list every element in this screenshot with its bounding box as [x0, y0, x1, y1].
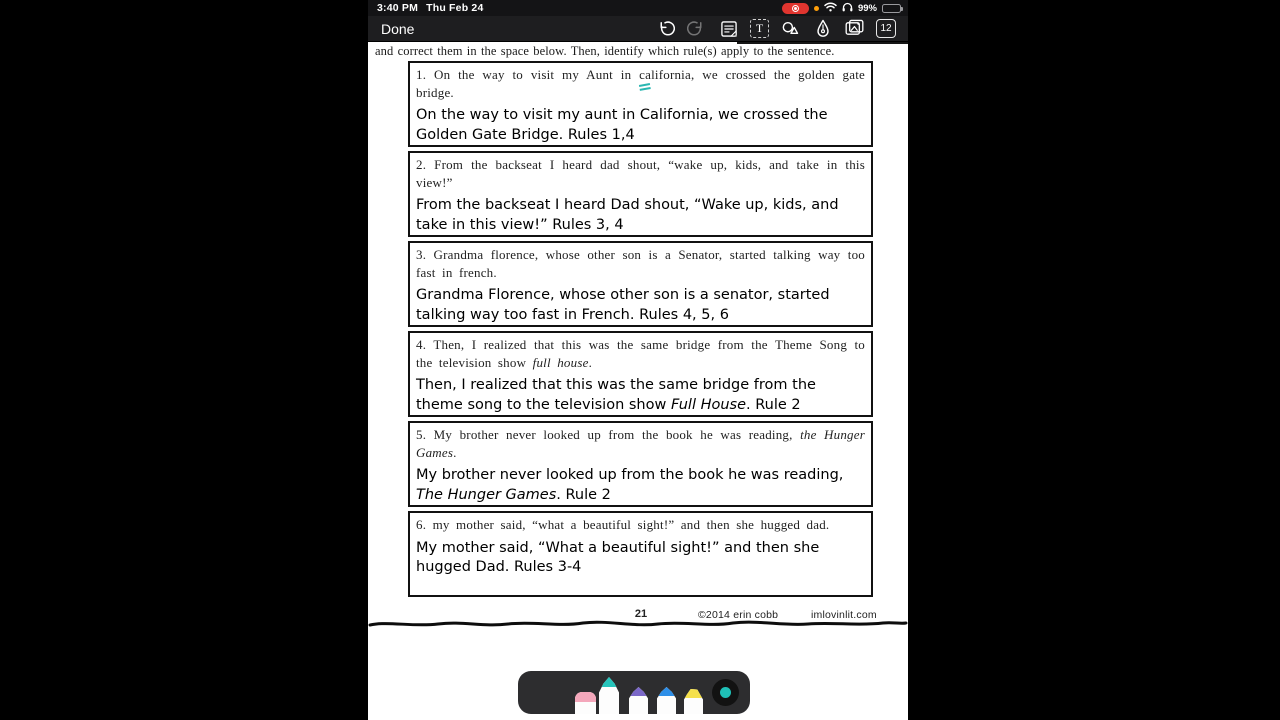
capitalize-proofreading-mark: ca — [639, 67, 652, 82]
photos-icon[interactable] — [844, 18, 865, 39]
status-date: Thu Feb 24 — [426, 2, 484, 14]
hand-drawn-divider-line — [368, 617, 908, 631]
mic-in-use-indicator-dot — [814, 6, 819, 11]
handwritten-answer: On the way to visit my aunt in California, we crossed the Golden Gate Bridge. Rules 1,4 — [416, 107, 828, 143]
worksheet-page — [368, 42, 908, 720]
blue-pen-tip — [657, 687, 676, 696]
yellow-pen-tool[interactable] — [684, 689, 703, 714]
exercise-box-4 — [408, 331, 873, 417]
teal-pen-tool-active[interactable] — [599, 677, 619, 714]
printed-sentence: 5. My brother never looked up from the book he was reading, the Hunger Games. — [416, 427, 865, 460]
blue-pen-tool[interactable] — [657, 687, 676, 714]
pen-tool-icon[interactable] — [812, 18, 833, 39]
headphones-icon — [842, 0, 853, 17]
eraser-tool[interactable] — [575, 692, 596, 714]
status-icons — [782, 0, 901, 17]
screen-recording-indicator[interactable] — [782, 3, 809, 14]
status-time: 3:40 PM — [377, 2, 419, 14]
handwritten-answer: My mother said, “What a beautiful sight!” and then she hugged Dad. Rules 3-4 — [416, 539, 820, 576]
handwritten-answer: Then, I realized that this was the same bridge from the theme song to the television show Full House. Rule 2 — [416, 377, 816, 413]
exercise-box-2 — [408, 151, 873, 237]
active-color-button[interactable] — [712, 679, 739, 706]
handwritten-answer: From the backseat I heard Dad shout, “Wake up, kids, and take in this view!” Rules 3, 4 — [416, 197, 839, 233]
yellow-pen-tip — [684, 689, 703, 698]
purple-pen-tool[interactable] — [629, 687, 648, 714]
app-window — [368, 0, 908, 720]
eraser-tip — [575, 692, 596, 702]
purple-pen-tip — [629, 687, 648, 696]
handwritten-answer: My brother never looked up from the book he was reading, The Hunger Games. Rule 2 — [416, 467, 844, 503]
shapes-tool-icon[interactable] — [780, 18, 801, 39]
copyright-text: ©2014 erin cobb — [698, 609, 779, 621]
status-bar — [368, 0, 908, 16]
instructions-text: and correct them in the space below. Then, identify which rule(s) apply to the sentence. — [375, 44, 835, 58]
done-button[interactable]: Done — [381, 20, 415, 37]
note-page-icon[interactable] — [718, 18, 739, 39]
printed-sentence: 1. On the way to visit my Aunt in california, we crossed the golden gate bridge. — [416, 67, 865, 100]
pen-tray — [518, 671, 750, 714]
website-text: imlovinlit.com — [811, 609, 877, 621]
wifi-icon — [824, 0, 837, 17]
undo-icon[interactable] — [654, 18, 675, 39]
exercise-box-5 — [408, 421, 873, 507]
battery-icon — [882, 4, 901, 13]
exercise-box-6 — [408, 511, 873, 597]
record-icon — [792, 5, 799, 12]
redo-icon[interactable] — [686, 18, 707, 39]
app-toolbar — [368, 16, 908, 42]
battery-percent: 99% — [857, 2, 877, 14]
teal-pen-tip — [599, 677, 619, 687]
exercise-box-1 — [408, 61, 873, 147]
handwritten-answer: Grandma Florence, whose other son is a senator, started talking way too fast in French. Rules 4, 5, 6 — [416, 287, 830, 323]
page-number: 21 — [634, 608, 648, 620]
toolbar-icons — [654, 18, 896, 39]
printed-sentence: 4. Then, I realized that this was the same bridge from the Theme Song to the television show full house. — [416, 337, 865, 370]
printed-sentence: 3. Grandma florence, whose other son is a Senator, started talking way too fast in french. — [416, 247, 865, 280]
exercise-boxes — [408, 61, 873, 601]
printed-sentence: 6. my mother said, “what a beautiful sight!” and then she hugged dad. — [416, 517, 830, 532]
status-clock — [377, 2, 484, 14]
active-color-dot — [720, 687, 731, 698]
text-tool-icon[interactable]: T — [750, 19, 769, 38]
printed-sentence: 2. From the backseat I heard dad shout, “wake up, kids, and take in this view!” — [416, 157, 865, 190]
page-number-badge[interactable]: 12 — [876, 19, 896, 38]
exercise-box-3 — [408, 241, 873, 327]
